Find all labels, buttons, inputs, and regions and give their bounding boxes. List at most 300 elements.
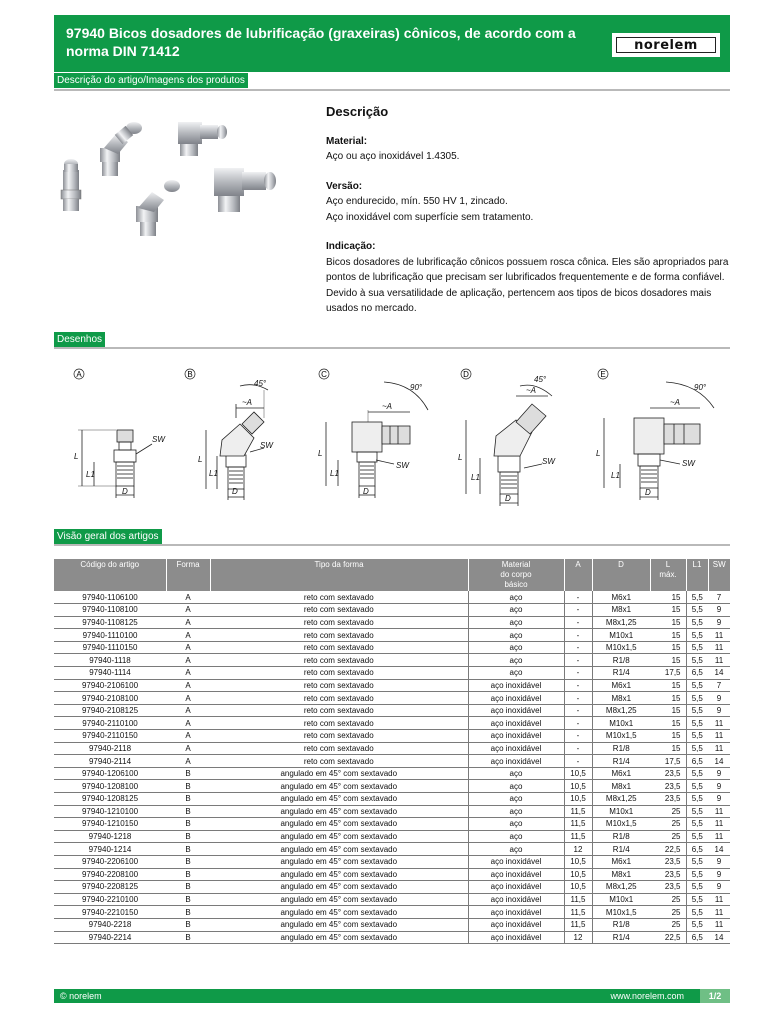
label-d-a: D bbox=[122, 487, 128, 496]
table-cell: 5,5 bbox=[686, 641, 708, 654]
table-cell: M6x1 bbox=[592, 767, 650, 780]
nipple-angled-top-image bbox=[100, 122, 142, 176]
description-heading: Descrição bbox=[326, 104, 389, 119]
table-cell: 5,5 bbox=[686, 616, 708, 629]
table-cell: angulado em 45° com sextavado bbox=[210, 843, 468, 856]
table-cell: 97940-1210100 bbox=[54, 805, 166, 818]
table-row bbox=[54, 780, 730, 793]
table-cell: 97940-2208125 bbox=[54, 881, 166, 894]
table-cell: 9 bbox=[708, 604, 730, 617]
table-cell: aço bbox=[468, 629, 564, 642]
table-cell: 12 bbox=[564, 843, 592, 856]
table-cell: aço inoxidável bbox=[468, 931, 564, 944]
page-header bbox=[54, 15, 730, 72]
table-cell: reto com sextavado bbox=[210, 591, 468, 604]
table-cell: aço inoxidável bbox=[468, 868, 564, 881]
table-cell: 6,5 bbox=[686, 667, 708, 680]
table-row bbox=[54, 868, 730, 881]
table-cell: 10,5 bbox=[564, 793, 592, 806]
table-cell: 97940-1110150 bbox=[54, 641, 166, 654]
table-cell: reto com sextavado bbox=[210, 641, 468, 654]
table-cell: aço bbox=[468, 805, 564, 818]
table-cell: 25 bbox=[650, 818, 686, 831]
table-cell: reto com sextavado bbox=[210, 616, 468, 629]
table-cell: 17,5 bbox=[650, 755, 686, 768]
table-cell: 23,5 bbox=[650, 780, 686, 793]
table-cell: A bbox=[166, 742, 210, 755]
table-cell: angulado em 45° com sextavado bbox=[210, 918, 468, 931]
table-cell: 25 bbox=[650, 906, 686, 919]
table-cell: 97940-1108100 bbox=[54, 604, 166, 617]
table-cell: 5,5 bbox=[686, 591, 708, 604]
table-cell: A bbox=[166, 654, 210, 667]
table-cell: aço inoxidável bbox=[468, 893, 564, 906]
table-cell: 23,5 bbox=[650, 881, 686, 894]
table-cell: reto com sextavado bbox=[210, 755, 468, 768]
table-cell: angulado em 45° com sextavado bbox=[210, 855, 468, 868]
table-cell: M10x1 bbox=[592, 805, 650, 818]
indication-text: Bicos dosadores de lubrificação cônicos possuem rosca cônica. Eles são apropriados para pontos de lubrificação que precisam ser lubrificados frequentemente e de forma confiável. Devido à sua versatilidade de aplicação, pertencem aos tipos de bicos dosadores mais usados no mercado. bbox=[326, 256, 729, 314]
table-cell: M10x1,5 bbox=[592, 730, 650, 743]
drawing-letter-e: E bbox=[600, 370, 606, 379]
table-cell: R1/4 bbox=[592, 667, 650, 680]
table-cell: A bbox=[166, 717, 210, 730]
table-cell: reto com sextavado bbox=[210, 704, 468, 717]
table-cell: 15 bbox=[650, 717, 686, 730]
table-cell: 23,5 bbox=[650, 855, 686, 868]
table-cell: reto com sextavado bbox=[210, 629, 468, 642]
table-cell: 11 bbox=[708, 717, 730, 730]
table-cell: aço inoxidável bbox=[468, 730, 564, 743]
table-cell: 15 bbox=[650, 604, 686, 617]
table-cell: 5,5 bbox=[686, 893, 708, 906]
table-row bbox=[54, 830, 730, 843]
label-sw-b: SW bbox=[260, 441, 273, 450]
label-d-e: D bbox=[645, 488, 651, 497]
nipple-angled-bottom-image bbox=[136, 180, 180, 236]
table-cell: aço bbox=[468, 641, 564, 654]
table-cell: B bbox=[166, 918, 210, 931]
table-cell: angulado em 45° com sextavado bbox=[210, 868, 468, 881]
table-cell: 97940-1106100 bbox=[54, 591, 166, 604]
articles-table bbox=[54, 559, 730, 944]
table-cell: 97940-1208125 bbox=[54, 793, 166, 806]
table-cell: R1/4 bbox=[592, 755, 650, 768]
table-cell: 97940-2208100 bbox=[54, 868, 166, 881]
table-cell: 25 bbox=[650, 918, 686, 931]
page-number: 1/2 bbox=[700, 989, 730, 1003]
label-45-b: 45° bbox=[254, 379, 267, 388]
table-cell: A bbox=[166, 591, 210, 604]
table-cell: 5,5 bbox=[686, 793, 708, 806]
col-header-l: L máx. bbox=[650, 559, 686, 591]
table-row bbox=[54, 730, 730, 743]
drawing-letter-b: B bbox=[187, 370, 193, 379]
table-cell: 97940-2206100 bbox=[54, 855, 166, 868]
table-cell: 11 bbox=[708, 654, 730, 667]
table-cell: 14 bbox=[708, 755, 730, 768]
table-cell: - bbox=[564, 591, 592, 604]
table-cell: aço bbox=[468, 843, 564, 856]
table-cell: reto com sextavado bbox=[210, 654, 468, 667]
table-row bbox=[54, 742, 730, 755]
table-cell: 15 bbox=[650, 616, 686, 629]
table-cell: 5,5 bbox=[686, 868, 708, 881]
table-cell: B bbox=[166, 830, 210, 843]
table-cell: 14 bbox=[708, 931, 730, 944]
table-cell: aço bbox=[468, 780, 564, 793]
label-l1-c: L1 bbox=[330, 469, 339, 478]
table-cell: B bbox=[166, 767, 210, 780]
table-cell: - bbox=[564, 742, 592, 755]
drawing-letter-a: A bbox=[76, 370, 82, 379]
drawing-a bbox=[78, 430, 152, 498]
table-row bbox=[54, 616, 730, 629]
table-cell: 25 bbox=[650, 805, 686, 818]
footer-url-link[interactable]: www.norelem.com bbox=[610, 991, 684, 1001]
col-header-code: Código do artigo bbox=[54, 559, 166, 591]
table-cell: aço bbox=[468, 793, 564, 806]
table-cell: A bbox=[166, 629, 210, 642]
table-cell: reto com sextavado bbox=[210, 692, 468, 705]
table-cell: 11 bbox=[708, 641, 730, 654]
table-cell: 25 bbox=[650, 893, 686, 906]
table-cell: reto com sextavado bbox=[210, 730, 468, 743]
section-rule bbox=[54, 544, 730, 546]
table-cell: A bbox=[166, 730, 210, 743]
table-cell: - bbox=[564, 654, 592, 667]
table-cell: 97940-1210150 bbox=[54, 818, 166, 831]
table-cell: 11,5 bbox=[564, 830, 592, 843]
label-l-e: L bbox=[596, 449, 601, 458]
col-header-form: Forma bbox=[166, 559, 210, 591]
table-cell: - bbox=[564, 641, 592, 654]
table-cell: 12 bbox=[564, 931, 592, 944]
material-text: Aço ou aço inoxidável 1.4305. bbox=[326, 151, 460, 162]
table-cell: 11,5 bbox=[564, 918, 592, 931]
table-cell: 15 bbox=[650, 704, 686, 717]
table-cell: aço bbox=[468, 591, 564, 604]
table-cell: 97940-2110100 bbox=[54, 717, 166, 730]
label-90-e: 90° bbox=[694, 383, 707, 392]
table-row bbox=[54, 755, 730, 768]
table-row bbox=[54, 604, 730, 617]
table-cell: aço inoxidável bbox=[468, 717, 564, 730]
table-cell: B bbox=[166, 805, 210, 818]
table-row bbox=[54, 893, 730, 906]
label-90-c: 90° bbox=[410, 383, 423, 392]
table-cell: 15 bbox=[650, 730, 686, 743]
table-cell: 11 bbox=[708, 730, 730, 743]
table-cell: 15 bbox=[650, 591, 686, 604]
table-row bbox=[54, 667, 730, 680]
table-cell: 11,5 bbox=[564, 906, 592, 919]
table-cell: 14 bbox=[708, 843, 730, 856]
table-cell: 11 bbox=[708, 805, 730, 818]
table-cell: 9 bbox=[708, 868, 730, 881]
col-header-type: Tipo da forma bbox=[210, 559, 468, 591]
table-cell: 11,5 bbox=[564, 805, 592, 818]
table-cell: angulado em 45° com sextavado bbox=[210, 893, 468, 906]
table-body bbox=[54, 591, 730, 944]
table-cell: 5,5 bbox=[686, 679, 708, 692]
col-header-material: Material do corpo básico bbox=[468, 559, 564, 591]
table-cell: aço bbox=[468, 767, 564, 780]
table-cell: M8x1 bbox=[592, 692, 650, 705]
technical-drawings bbox=[54, 360, 734, 510]
table-cell: M10x1 bbox=[592, 629, 650, 642]
section-rule bbox=[54, 347, 730, 349]
label-d-b: D bbox=[232, 487, 238, 496]
table-cell: reto com sextavado bbox=[210, 667, 468, 680]
table-cell: A bbox=[166, 604, 210, 617]
table-cell: 11 bbox=[708, 830, 730, 843]
table-cell: 14 bbox=[708, 667, 730, 680]
drawing-letter-c: C bbox=[321, 370, 327, 379]
table-cell: reto com sextavado bbox=[210, 742, 468, 755]
table-cell: 97940-2108100 bbox=[54, 692, 166, 705]
table-cell: aço inoxidável bbox=[468, 855, 564, 868]
label-l1-e: L1 bbox=[611, 471, 620, 480]
indication-label: Indicação: bbox=[326, 241, 376, 252]
table-row bbox=[54, 679, 730, 692]
drawing-b bbox=[206, 385, 268, 500]
label-l-a: L bbox=[74, 452, 79, 461]
table-cell: M8x1 bbox=[592, 868, 650, 881]
table-cell: reto com sextavado bbox=[210, 717, 468, 730]
page-title: 97940 Bicos dosadores de lubrificação (graxeiras) cônicos, de acordo com a norma DIN 71412 bbox=[66, 25, 576, 59]
table-cell: 5,5 bbox=[686, 918, 708, 931]
table-cell: 5,5 bbox=[686, 881, 708, 894]
product-photo bbox=[54, 98, 284, 244]
table-cell: 9 bbox=[708, 780, 730, 793]
table-cell: 6,5 bbox=[686, 755, 708, 768]
col-header-l1: L1 bbox=[686, 559, 708, 591]
table-cell: 9 bbox=[708, 881, 730, 894]
table-cell: aço inoxidável bbox=[468, 704, 564, 717]
table-cell: aço inoxidável bbox=[468, 881, 564, 894]
table-cell: 97940-1208100 bbox=[54, 780, 166, 793]
table-cell: 9 bbox=[708, 855, 730, 868]
table-cell: reto com sextavado bbox=[210, 604, 468, 617]
table-cell: 5,5 bbox=[686, 604, 708, 617]
table-cell: - bbox=[564, 616, 592, 629]
table-cell: 5,5 bbox=[686, 906, 708, 919]
table-cell: 5,5 bbox=[686, 654, 708, 667]
drawing-c bbox=[326, 382, 428, 498]
table-row bbox=[54, 591, 730, 604]
table-cell: angulado em 45° com sextavado bbox=[210, 793, 468, 806]
table-cell: M10x1 bbox=[592, 717, 650, 730]
table-cell: R1/8 bbox=[592, 742, 650, 755]
table-cell: 11 bbox=[708, 893, 730, 906]
table-cell: M8x1,25 bbox=[592, 793, 650, 806]
table-cell: A bbox=[166, 704, 210, 717]
label-sw-c: SW bbox=[396, 461, 409, 470]
table-cell: aço inoxidável bbox=[468, 906, 564, 919]
table-cell: 15 bbox=[650, 679, 686, 692]
table-cell: aço inoxidável bbox=[468, 692, 564, 705]
table-cell: aço bbox=[468, 654, 564, 667]
table-cell: A bbox=[166, 616, 210, 629]
table-cell: 9 bbox=[708, 704, 730, 717]
table-cell: A bbox=[166, 692, 210, 705]
table-cell: 11 bbox=[708, 918, 730, 931]
table-cell: - bbox=[564, 730, 592, 743]
label-l1-d: L1 bbox=[471, 473, 480, 482]
table-cell: R1/4 bbox=[592, 843, 650, 856]
table-row bbox=[54, 805, 730, 818]
table-cell: A bbox=[166, 679, 210, 692]
table-cell: 10,5 bbox=[564, 868, 592, 881]
table-cell: 97940-1214 bbox=[54, 843, 166, 856]
table-row bbox=[54, 818, 730, 831]
table-cell: 23,5 bbox=[650, 868, 686, 881]
table-cell: 97940-1108125 bbox=[54, 616, 166, 629]
table-cell: 5,5 bbox=[686, 629, 708, 642]
table-cell: B bbox=[166, 818, 210, 831]
table-cell: aço inoxidável bbox=[468, 742, 564, 755]
norelem-logo bbox=[612, 33, 720, 57]
table-row bbox=[54, 906, 730, 919]
label-45-d: 45° bbox=[534, 375, 547, 384]
table-cell: 5,5 bbox=[686, 805, 708, 818]
table-cell: 5,5 bbox=[686, 780, 708, 793]
table-cell: 97940-2114 bbox=[54, 755, 166, 768]
table-cell: 97940-2210150 bbox=[54, 906, 166, 919]
table-cell: - bbox=[564, 692, 592, 705]
table-cell: M8x1,25 bbox=[592, 881, 650, 894]
table-row bbox=[54, 881, 730, 894]
table-cell: 97940-1110100 bbox=[54, 629, 166, 642]
table-cell: 22,5 bbox=[650, 843, 686, 856]
table-cell: aço inoxidável bbox=[468, 918, 564, 931]
table-cell: 97940-1118 bbox=[54, 654, 166, 667]
table-cell: 97940-2110150 bbox=[54, 730, 166, 743]
articles-table-wrap bbox=[54, 559, 730, 944]
table-cell: angulado em 45° com sextavado bbox=[210, 780, 468, 793]
version-line-1: Aço endurecido, mín. 550 HV 1, zincado. bbox=[326, 196, 508, 207]
label-l1-a: L1 bbox=[86, 470, 95, 479]
table-cell: 11 bbox=[708, 906, 730, 919]
table-cell: aço bbox=[468, 667, 564, 680]
table-row bbox=[54, 843, 730, 856]
table-cell: M10x1,5 bbox=[592, 818, 650, 831]
table-cell: aço bbox=[468, 604, 564, 617]
table-cell: 11 bbox=[708, 629, 730, 642]
table-cell: - bbox=[564, 755, 592, 768]
table-cell: B bbox=[166, 793, 210, 806]
table-cell: angulado em 45° com sextavado bbox=[210, 818, 468, 831]
table-cell: 15 bbox=[650, 742, 686, 755]
table-cell: 5,5 bbox=[686, 818, 708, 831]
table-row bbox=[54, 931, 730, 944]
table-cell: M8x1 bbox=[592, 780, 650, 793]
table-cell: aço inoxidável bbox=[468, 755, 564, 768]
table-cell: M8x1,25 bbox=[592, 704, 650, 717]
version-line-2: Aço inoxidável com superfície sem tratamento. bbox=[326, 211, 534, 223]
label-sw-a: SW bbox=[152, 435, 165, 444]
table-cell: 97940-2118 bbox=[54, 742, 166, 755]
table-cell: - bbox=[564, 604, 592, 617]
table-row bbox=[54, 717, 730, 730]
table-cell: B bbox=[166, 931, 210, 944]
table-cell: 25 bbox=[650, 830, 686, 843]
table-cell: aço inoxidável bbox=[468, 679, 564, 692]
table-cell: 97940-1218 bbox=[54, 830, 166, 843]
table-cell: 23,5 bbox=[650, 767, 686, 780]
section-label-description-images: Descrição do artigo/Imagens dos produtos bbox=[54, 73, 248, 88]
table-cell: - bbox=[564, 717, 592, 730]
table-cell: 97940-2214 bbox=[54, 931, 166, 944]
table-cell: A bbox=[166, 755, 210, 768]
table-cell: B bbox=[166, 855, 210, 868]
table-cell: 17,5 bbox=[650, 667, 686, 680]
table-cell: - bbox=[564, 667, 592, 680]
col-header-d: D bbox=[592, 559, 650, 591]
table-cell: B bbox=[166, 868, 210, 881]
label-l-d: L bbox=[458, 453, 463, 462]
table-cell: angulado em 45° com sextavado bbox=[210, 881, 468, 894]
table-row bbox=[54, 629, 730, 642]
table-cell: M6x1 bbox=[592, 855, 650, 868]
description-block bbox=[326, 104, 738, 317]
table-cell: aço bbox=[468, 616, 564, 629]
label-l1-b: L1 bbox=[209, 469, 218, 478]
table-cell: M10x1 bbox=[592, 893, 650, 906]
table-cell: R1/8 bbox=[592, 654, 650, 667]
table-row bbox=[54, 793, 730, 806]
col-header-sw: SW bbox=[708, 559, 730, 591]
table-cell: B bbox=[166, 881, 210, 894]
table-cell: A bbox=[166, 667, 210, 680]
label-l-b: L bbox=[198, 455, 203, 464]
table-cell: 9 bbox=[708, 616, 730, 629]
logo-text: norelem bbox=[634, 37, 698, 53]
nipple-straight-image bbox=[61, 159, 81, 211]
table-cell: 5,5 bbox=[686, 855, 708, 868]
table-cell: 15 bbox=[650, 629, 686, 642]
material-label: Material: bbox=[326, 135, 368, 147]
table-cell: 97940-2106100 bbox=[54, 679, 166, 692]
version-label: Versão: bbox=[326, 180, 363, 192]
table-cell: M10x1,5 bbox=[592, 641, 650, 654]
table-cell: 22,5 bbox=[650, 931, 686, 944]
table-row bbox=[54, 767, 730, 780]
table-cell: B bbox=[166, 893, 210, 906]
table-row bbox=[54, 704, 730, 717]
table-cell: aço bbox=[468, 830, 564, 843]
label-l-c: L bbox=[318, 449, 323, 458]
table-cell: 11 bbox=[708, 742, 730, 755]
table-cell: 10,5 bbox=[564, 855, 592, 868]
drawing-d bbox=[466, 385, 552, 506]
table-cell: B bbox=[166, 780, 210, 793]
table-row bbox=[54, 692, 730, 705]
table-cell: reto com sextavado bbox=[210, 679, 468, 692]
table-cell: 7 bbox=[708, 591, 730, 604]
table-cell: 10,5 bbox=[564, 767, 592, 780]
section-label-overview: Visão geral dos artigos bbox=[54, 529, 162, 544]
table-cell: 6,5 bbox=[686, 843, 708, 856]
label-a-b: ~A bbox=[242, 398, 253, 407]
drawing-e bbox=[604, 382, 714, 500]
table-cell: 15 bbox=[650, 692, 686, 705]
table-header-row bbox=[54, 559, 730, 591]
label-a-e: ~A bbox=[670, 398, 681, 407]
table-cell: - bbox=[564, 704, 592, 717]
table-cell: 9 bbox=[708, 692, 730, 705]
